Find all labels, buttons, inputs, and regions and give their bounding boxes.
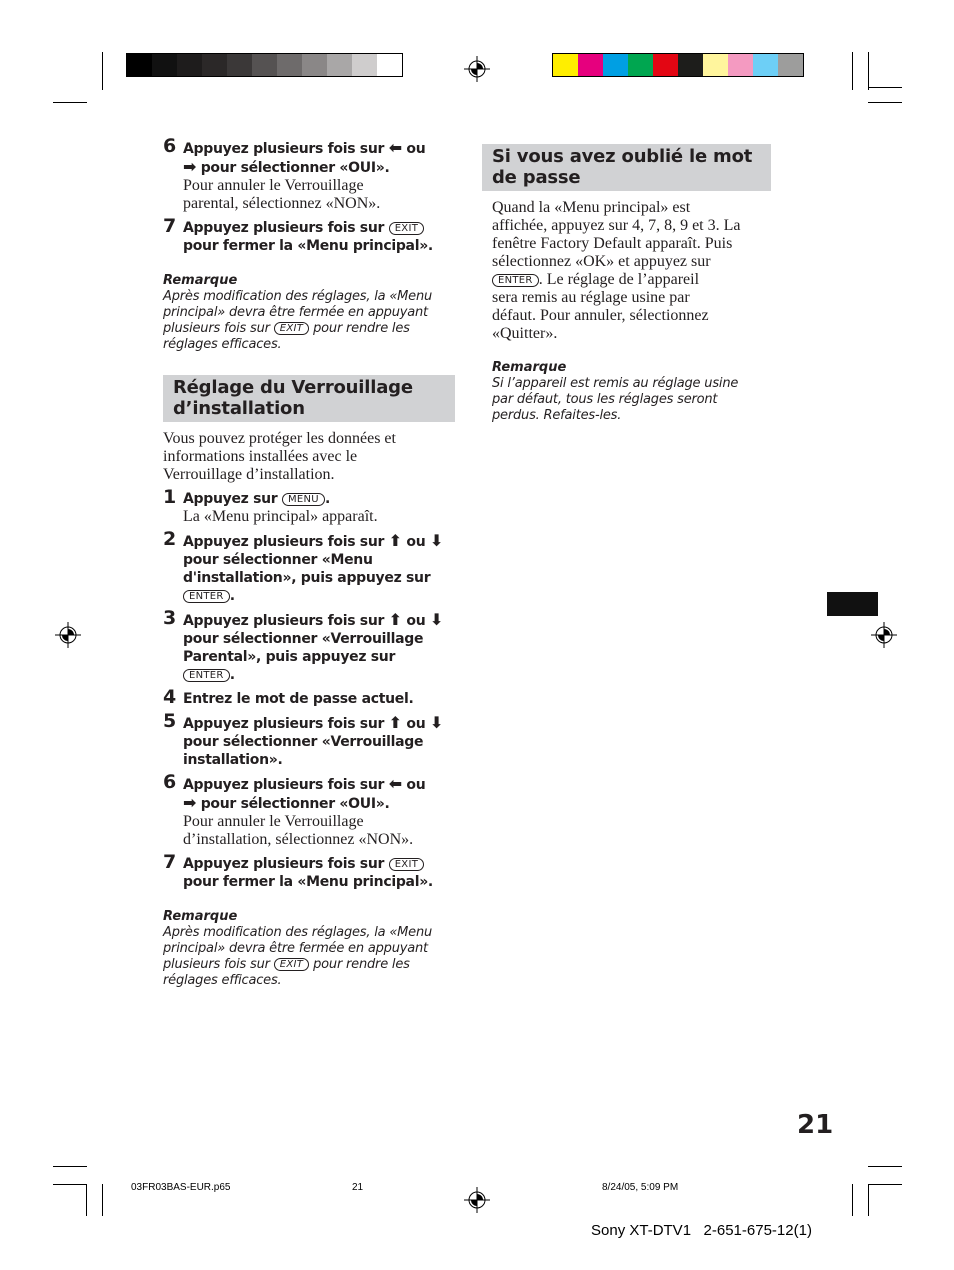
note-line: réglages efficaces. [163,337,282,352]
step-number: 5 [163,710,177,732]
paragraph-line: Quand la «Menu principal» est [492,199,691,216]
page-number: 21 [797,1110,834,1140]
step-detail: La «Menu principal» apparaît. [183,508,378,525]
paragraph-line: sera remis au réglage usine par [492,289,690,306]
arrow-up-icon: ⬆ [388,610,402,629]
right-column [482,144,771,424]
intro-paragraph [163,430,455,484]
gray-swatch [152,54,177,76]
gray-swatch [277,54,302,76]
step-text: Appuyez plusieurs fois sur [183,716,385,732]
step-7-top [163,215,455,255]
heading-line: Si vous avez oublié le mot [492,146,753,167]
color-swatch [553,54,578,76]
note-line: Si l’appareil est remis au réglage usine [492,376,739,391]
paragraph-line: Verrouillage d’installation. [163,466,335,483]
paragraph-line: sélectionnez «OK» et appuyez sur [492,253,711,270]
grayscale-calibration-bar [126,53,403,77]
exit-key-label: EXIT [389,858,424,871]
step-text: ou [406,777,426,793]
step-text: pour fermer la «Menu principal». [183,874,433,890]
note-line: perdus. Refaites-les. [492,408,622,423]
registration-target-icon [464,1187,490,1213]
color-swatch [778,54,803,76]
paragraph-line: Vous pouvez protéger les données et [163,430,396,447]
arrow-right-icon: ➡ [183,157,197,176]
step-text: . [229,588,235,604]
footer-filename: 03FR03BAS-EUR.p65 [131,1182,231,1193]
enter-key-label: ENTER [183,590,230,603]
arrow-left-icon: ⬅ [388,138,402,157]
step-text: pour sélectionner «Verrouillage [183,734,424,750]
footer-model: Sony XT-DTV1 2-651-675-12(1) [591,1222,812,1239]
note-line: Après modification des réglages, la «Menu [163,289,433,304]
step-text: pour sélectionner «Menu [183,552,373,568]
section-tab-marker [827,592,878,616]
step-text: pour sélectionner «OUI». [200,796,390,812]
paragraph-line: «Quitter». [492,325,558,342]
color-swatch [728,54,753,76]
step-text: installation». [183,752,283,768]
gray-swatch [327,54,352,76]
color-swatch [653,54,678,76]
gray-swatch [227,54,252,76]
paragraph-line: fenêtre Factory Default apparaît. Puis [492,235,733,252]
step-text: Appuyez plusieurs fois sur [183,141,385,157]
step-6 [163,771,455,849]
step-number: 7 [163,215,177,237]
color-swatch [678,54,703,76]
note-line: Après modification des réglages, la «Menu [163,925,433,940]
note-line: plusieurs fois sur [163,957,270,972]
step-text: pour sélectionner «Verrouillage [183,631,424,647]
step-text: Entrez le mot de passe actuel. [183,691,414,707]
paragraph-line: affichée, appuyez sur 4, 7, 8, 9 et 3. La [492,217,741,234]
step-number: 4 [163,686,177,708]
registration-target-icon [464,56,490,82]
step-detail: parental, sélectionnez «NON». [183,195,381,212]
step-text: pour sélectionner «OUI». [200,160,390,176]
section-heading-forgot-password [482,144,771,191]
note-2 [163,909,455,989]
heading-line: d’installation [173,398,305,419]
step-text: ou [406,141,426,157]
gray-swatch [302,54,327,76]
color-swatch [603,54,628,76]
step-text: ou [406,534,426,550]
step-text: d'installation», puis appuyez sur [183,570,431,586]
step-text: Appuyez plusieurs fois sur [183,534,385,550]
arrow-right-icon: ➡ [183,793,197,812]
step-5 [163,710,455,769]
step-text: ou [406,613,426,629]
step-detail: Pour annuler le Verrouillage [183,813,364,830]
step-number: 2 [163,528,177,550]
forgot-password-paragraph [482,199,771,343]
step-text: . [324,491,330,507]
step-text: . [229,667,235,683]
note-line: pour rendre les [313,321,410,336]
color-swatch [578,54,603,76]
step-number: 6 [163,135,177,157]
step-7 [163,851,455,891]
step-number: 7 [163,851,177,873]
heading-line: de passe [492,167,581,188]
step-text: Parental», puis appuyez sur [183,649,396,665]
note-line: plusieurs fois sur [163,321,270,336]
gray-swatch [352,54,377,76]
step-number: 3 [163,607,177,629]
arrow-down-icon: ⬇ [429,610,444,629]
exit-key-label: EXIT [274,322,309,335]
note-line: par défaut, tous les réglages seront [492,392,718,407]
paragraph-line: . Le réglage de l’appareil [538,271,700,288]
footer-page: 21 [352,1182,364,1193]
step-text: pour fermer la «Menu principal». [183,238,433,254]
note-line: réglages efficaces. [163,973,282,988]
step-text: Appuyez plusieurs fois sur [183,777,385,793]
paragraph-line: informations installées avec le [163,448,358,465]
note-line: principal» devra être fermée en appuyant [163,941,428,956]
exit-key-label: EXIT [389,222,424,235]
color-swatch [628,54,653,76]
left-column [163,135,455,989]
heading-line: Réglage du Verrouillage [173,377,413,398]
arrow-up-icon: ⬆ [388,531,402,550]
step-text: Appuyez plusieurs fois sur [183,856,385,872]
step-text: Appuyez plusieurs fois sur [183,220,385,236]
paragraph-line: défaut. Pour annuler, sélectionnez [492,307,709,324]
section-heading-installation-lock [163,375,455,422]
arrow-down-icon: ⬇ [429,531,444,550]
gray-swatch [202,54,227,76]
step-4 [163,686,455,708]
step-detail: Pour annuler le Verrouillage [183,177,364,194]
enter-key-label: ENTER [492,274,539,287]
gray-swatch [177,54,202,76]
note-1 [163,273,455,353]
color-swatch [753,54,778,76]
note-line: principal» devra être fermée en appuyant [163,305,428,320]
arrow-down-icon: ⬇ [429,713,444,732]
step-text: ou [406,716,426,732]
step-detail: d’installation, sélectionnez «NON». [183,831,414,848]
registration-target-icon [871,622,897,648]
gray-swatch [252,54,277,76]
step-number: 6 [163,771,177,793]
step-text: Appuyez sur [183,491,278,507]
note-title: Remarque [163,909,238,924]
step-6-top [163,135,455,213]
note-line: pour rendre les [313,957,410,972]
arrow-left-icon: ⬅ [388,774,402,793]
note-title: Remarque [492,360,567,375]
step-text: Appuyez plusieurs fois sur [183,613,385,629]
color-calibration-bar [552,53,804,77]
exit-key-label: EXIT [274,958,309,971]
gray-swatch [127,54,152,76]
enter-key-label: ENTER [183,669,230,682]
gray-swatch [377,54,402,76]
registration-target-icon [55,622,81,648]
footer-date: 8/24/05, 5:09 PM [602,1182,679,1193]
note-3 [482,360,771,424]
arrow-up-icon: ⬆ [388,713,402,732]
menu-key-label: MENU [282,493,325,506]
step-3 [163,607,455,684]
note-title: Remarque [163,273,238,288]
step-1 [163,486,455,526]
step-number: 1 [163,486,177,508]
step-2 [163,528,455,605]
color-swatch [703,54,728,76]
